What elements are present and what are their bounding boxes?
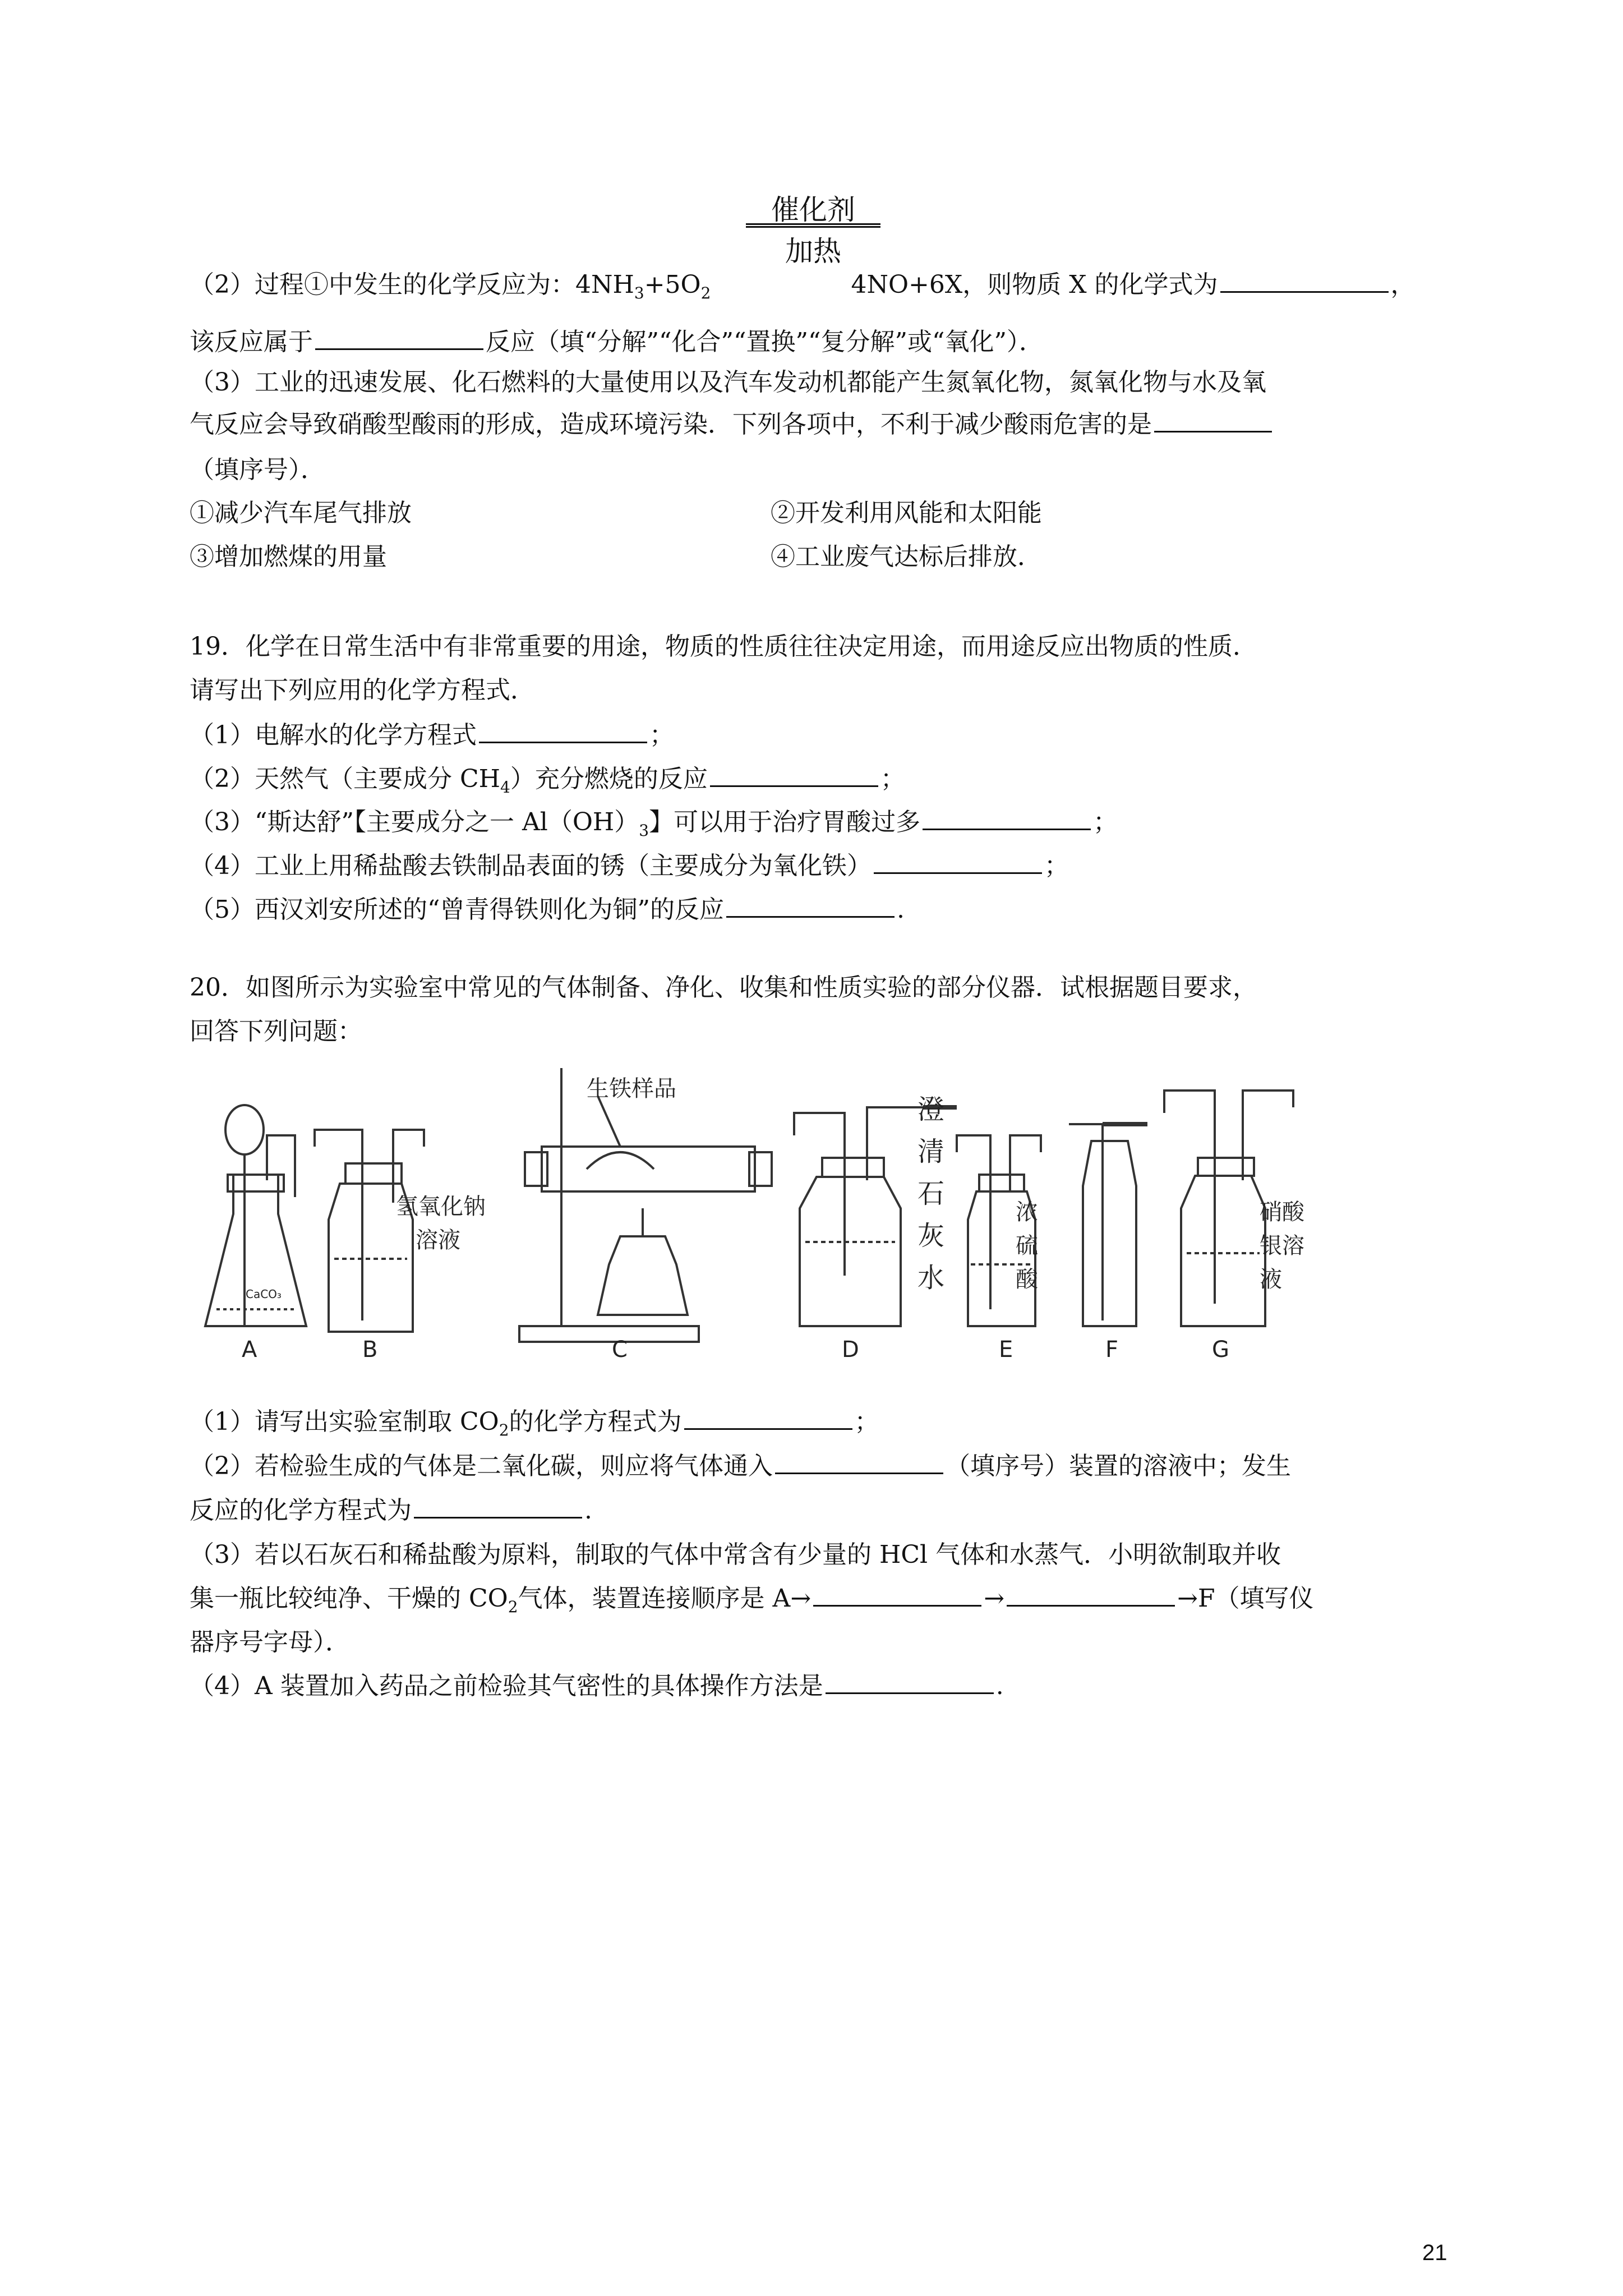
g-text-2: 银溶 <box>1260 1233 1304 1259</box>
text: ）充分燃烧的反应 <box>510 765 708 793</box>
subscript: 4 <box>500 778 510 797</box>
option-3: ③增加燃煤的用量 <box>190 542 387 571</box>
text: ， <box>1390 270 1415 299</box>
d-char-4: 灰 <box>917 1220 945 1251</box>
label-b: B <box>362 1337 378 1363</box>
label-c: C <box>612 1337 628 1363</box>
q20-sub2-line1 <box>190 1450 1291 1483</box>
text: 集一瓶比较纯净、干燥的 CO <box>190 1584 508 1613</box>
answer-blank[interactable] <box>414 1494 582 1519</box>
text: （2）过程①中发生的化学反应为：4NH <box>190 270 634 299</box>
answer-blank[interactable] <box>726 894 895 918</box>
q20-intro-line1: 20．如图所示为实验室中常见的气体制备、净化、收集和性质实验的部分仪器．试根据题目要求， <box>190 973 1257 1002</box>
d-char-2: 清 <box>917 1136 945 1167</box>
apparatus-b <box>315 1130 424 1332</box>
apparatus-e <box>957 1135 1041 1326</box>
q19-item5 <box>190 893 905 927</box>
b-text-2: 溶液 <box>416 1227 460 1253</box>
subscript: 2 <box>499 1421 509 1439</box>
text: ； <box>854 1407 879 1436</box>
b-text-1: 氢氧化钠 <box>396 1194 486 1220</box>
text: . <box>896 895 905 924</box>
g-text-1: 硝酸 <box>1260 1199 1304 1225</box>
label-a: A <box>242 1337 257 1363</box>
subscript: 3 <box>639 821 649 840</box>
e-char-2: 硫 <box>1016 1233 1038 1259</box>
text: （2）若检验生成的气体是二氧化碳，则应将气体通入 <box>190 1452 773 1480</box>
text: （1）请写出实验室制取 CO <box>190 1407 499 1436</box>
flask-solid-label: CaCO₃ <box>246 1287 282 1301</box>
q20-sub4 <box>190 1669 1004 1703</box>
answer-blank[interactable] <box>479 719 647 743</box>
text: 的化学方程式为 <box>509 1407 682 1436</box>
reaction-condition <box>746 187 880 268</box>
q20-sub3-line3: 器序号字母）． <box>190 1628 350 1657</box>
text: →F（填写仪 <box>1177 1584 1314 1613</box>
text: （5）西汉刘安所述的“曾青得铁则化为铜”的反应 <box>190 895 724 924</box>
catalyst-label: 催化剂 <box>771 194 855 226</box>
text: 反应（填“分解”“化合”“置换”“复分解”或“氧化”）． <box>486 328 1044 356</box>
q20-sub1 <box>190 1405 879 1447</box>
text: ； <box>880 765 905 793</box>
condition-bar-2 <box>746 226 880 228</box>
q19-item4 <box>190 849 1069 883</box>
text: 反应的化学方程式为 <box>190 1496 412 1525</box>
answer-blank[interactable] <box>1220 269 1389 293</box>
text: ； <box>649 721 674 749</box>
q18-part3-line1: （3）工业的迅速发展、化石燃料的大量使用以及汽车发动机都能产生氮氧化物，氮氧化物与水及氧 <box>190 368 1266 397</box>
text: . <box>995 1672 1004 1700</box>
text: 气反应会导致硝酸型酸雨的形成，造成环境污染．下列各项中，不利于减少酸雨危害的是 <box>190 410 1152 439</box>
apparatus-f <box>1069 1124 1147 1326</box>
text: 该反应属于 <box>190 328 313 356</box>
text: → <box>984 1584 1005 1613</box>
heat-label: 加热 <box>785 235 841 268</box>
text: 】可以用于治疗胃酸过多 <box>649 808 921 836</box>
text: （4）工业上用稀盐酸去铁制品表面的锈（主要成分为氧化铁） <box>190 852 872 880</box>
d-char-1: 澄 <box>917 1094 945 1125</box>
g-text-3: 液 <box>1260 1267 1282 1292</box>
d-char-3: 石 <box>917 1178 945 1209</box>
e-char-3: 酸 <box>1016 1267 1038 1292</box>
subscript: 2 <box>508 1598 518 1616</box>
text: ； <box>1044 852 1069 880</box>
answer-blank[interactable] <box>813 1582 981 1607</box>
subscript: 2 <box>700 284 711 302</box>
page-number: 21 <box>1422 2240 1447 2265</box>
answer-blank[interactable] <box>1007 1582 1175 1607</box>
q18-part3-line2 <box>190 408 1274 441</box>
subscript: 3 <box>634 284 644 302</box>
answer-blank[interactable] <box>684 1406 852 1430</box>
c-text: 生铁样品 <box>587 1076 676 1102</box>
q19-item1 <box>190 719 674 752</box>
text: ； <box>1093 808 1118 836</box>
text: （4）A 装置加入药品之前检验其气密性的具体操作方法是 <box>190 1672 823 1700</box>
q20-sub2-line2 <box>190 1494 592 1527</box>
answer-blank[interactable] <box>710 763 878 787</box>
text: 4NO+6X，则物质 X 的化学式为 <box>851 270 1218 299</box>
label-d: D <box>842 1337 859 1363</box>
q19-intro-line2: 请写出下列应用的化学方程式． <box>190 676 535 705</box>
text: 气体，装置连接顺序是 A→ <box>518 1584 811 1613</box>
q19-intro-line1: 19．化学在日常生活中有非常重要的用途，物质的性质往往决定用途，而用途反应出物质的性质． <box>190 632 1257 661</box>
option-4: ④工业废气达标后排放． <box>771 542 1042 571</box>
option-1: ①减少汽车尾气排放 <box>190 499 412 527</box>
q18-part2-line1 <box>190 268 1415 310</box>
q18-part2-line2 <box>190 325 1044 359</box>
answer-blank[interactable] <box>923 806 1091 830</box>
answer-blank[interactable] <box>826 1670 994 1694</box>
q19-item3 <box>190 806 1118 848</box>
answer-blank[interactable] <box>1154 408 1272 432</box>
apparatus-c <box>519 1068 772 1342</box>
answer-blank[interactable] <box>874 850 1042 874</box>
text: +5O <box>644 270 701 299</box>
label-f: F <box>1105 1337 1119 1363</box>
label-e: E <box>999 1337 1013 1363</box>
q20-sub3-line1: （3）若以石灰石和稀盐酸为原料，制取的气体中常含有少量的 HCl 气体和水蒸气．小明欲制取并收 <box>190 1540 1281 1569</box>
option-2: ②开发利用风能和太阳能 <box>771 499 1042 527</box>
apparatus-figure <box>194 1051 1313 1371</box>
answer-blank[interactable] <box>775 1450 943 1474</box>
q20-intro-line2: 回答下列问题： <box>190 1017 362 1046</box>
e-char-1: 浓 <box>1016 1199 1038 1225</box>
q19-item2 <box>190 762 905 804</box>
q20-sub3-line2 <box>190 1582 1313 1624</box>
label-g: G <box>1212 1337 1229 1363</box>
text: （1）电解水的化学方程式 <box>190 721 477 749</box>
text: （2）天然气（主要成分 CH <box>190 765 501 793</box>
d-char-5: 水 <box>917 1262 945 1294</box>
text: （填序号）装置的溶液中；发生 <box>946 1452 1291 1480</box>
answer-blank[interactable] <box>315 326 483 350</box>
q18-part3-line3: （填序号）． <box>190 455 325 484</box>
text: . <box>584 1496 592 1525</box>
text: （3）“斯达舒”【主要成分之一 Al（OH） <box>190 808 639 836</box>
